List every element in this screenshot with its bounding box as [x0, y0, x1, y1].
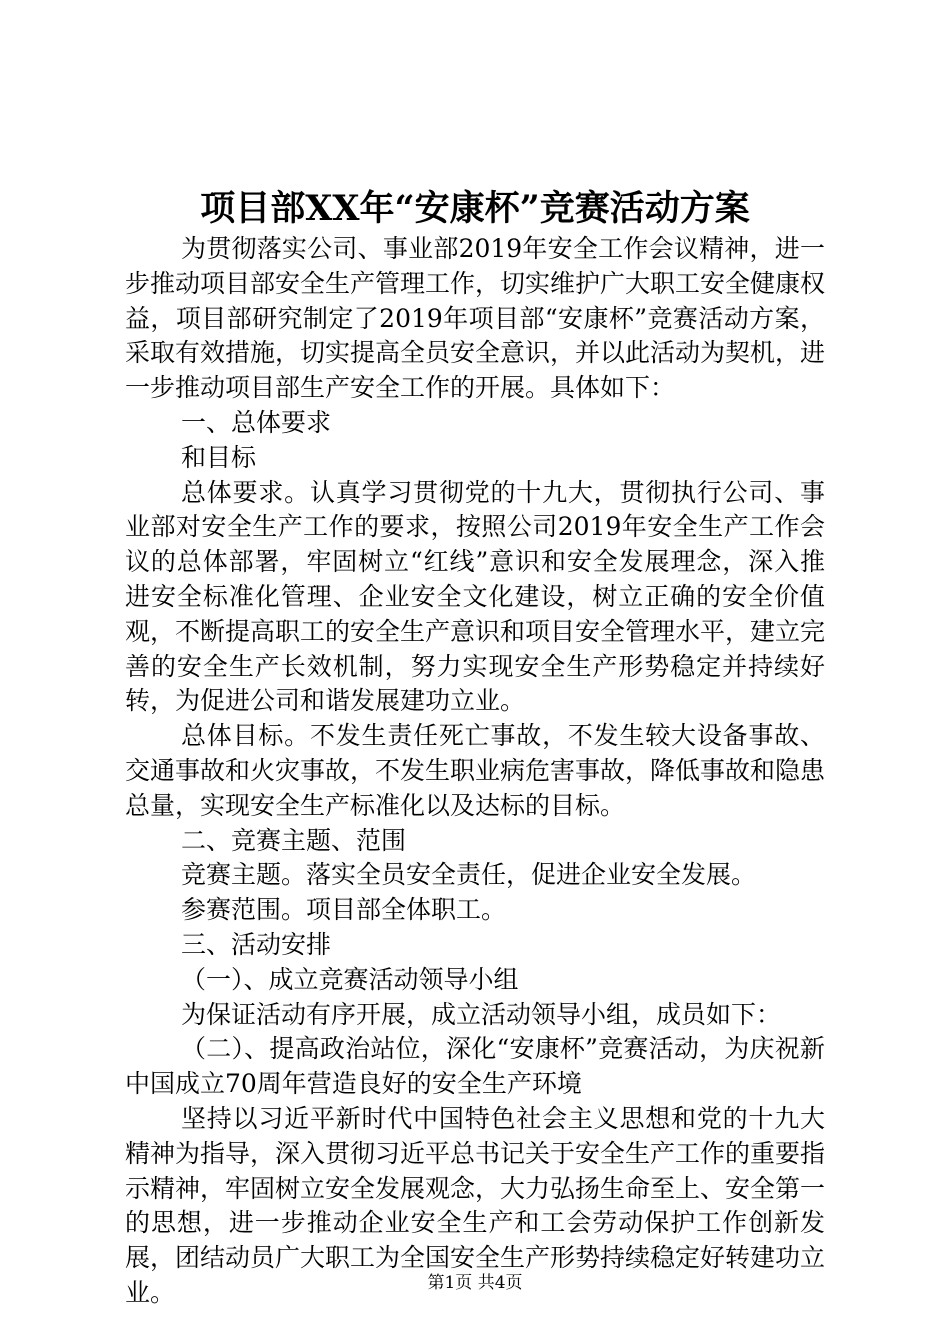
- document-title: 项目部XX年“安康杯”竞赛活动方案: [200, 188, 750, 229]
- document-body: [125, 232, 825, 1311]
- page-indicator: 第1页 共4页: [427, 1273, 523, 1293]
- overall-requirements-paragraph: 总体要求。认真学习贯彻党的十九大，贯彻执行公司、事业部对安全生产工作的要求，按照公司2019年安全生产工作会议的总体部署，牢固树立“红线”意识和安全发展理念，深入推进安全标准化管理、企业安全文化建设，树立正确的安全价值观，不断提高职工的安全生产意识和项目安全管理水平，建立完善的安全生产长效机制，努力实现安全生产形势稳定并持续好转，为促进公司和谐发展建功立业。: [125, 477, 826, 716]
- competition-scope-paragraph: 参赛范围。项目部全体职工。: [181, 895, 507, 925]
- intro-paragraph: 为贯彻落实公司、事业部2019年安全工作会议精神，进一步推动项目部安全生产管理工作，切实维护广大职工安全健康权益，项目部研究制定了2019年项目部“安康杯”竞赛活动方案，采取有效措施，切实提高全员安全意识，并以此活动为契机，进一步推动项目部生产安全工作的开展。具体如下：: [125, 234, 826, 403]
- subsection-heading-1: （一）、成立竞赛活动领导小组: [181, 964, 519, 994]
- overall-goals-paragraph: 总体目标。不发生责任死亡事故，不发生较大设备事故、交通事故和火灾事故，不发生职业病危害事故，降低事故和隐患总量，实现安全生产标准化以及达标的目标。: [125, 721, 826, 820]
- competition-theme-paragraph: 竞赛主题。落实全员安全责任，促进企业安全发展。: [181, 860, 757, 890]
- subsection-heading-2: （二）、提高政治站位，深化“安康杯”竞赛活动，为庆祝新中国成立70周年营造良好的安全生产环境: [125, 1034, 825, 1099]
- section-heading-3: 三、活动安排: [181, 929, 332, 959]
- section-heading-1-continued: 和目标: [181, 442, 257, 472]
- section-heading-1: 一、总体要求: [181, 407, 332, 437]
- guiding-principles-paragraph: 坚持以习近平新时代中国特色社会主义思想和党的十九大精神为指导，深入贯彻习近平总书记关于安全生产工作的重要指示精神，牢固树立安全发展观念，大力弘扬生命至上、安全第一的思想，进一步推动企业安全生产和工会劳动保护工作创新发展，团结动员广大职工为全国安全生产形势持续稳定好转建功立业。: [125, 1103, 826, 1307]
- section-heading-2: 二、竞赛主题、范围: [181, 825, 407, 855]
- leadership-group-paragraph: 为保证活动有序开展，成立活动领导小组，成员如下：: [181, 999, 782, 1029]
